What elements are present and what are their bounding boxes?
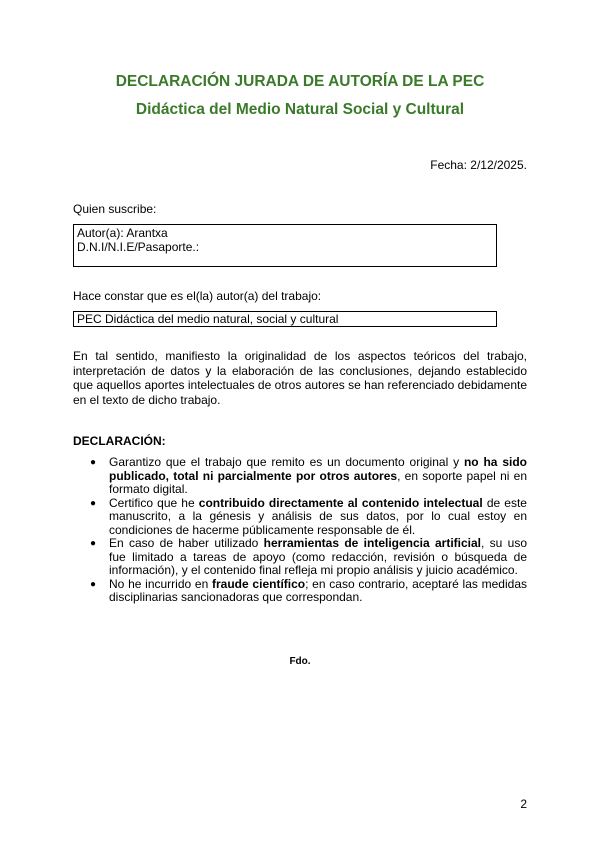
declaration-heading: DECLARACIÓN: bbox=[73, 434, 166, 448]
list-item bbox=[73, 537, 527, 578]
item-text: En caso de haber utilizado bbox=[109, 536, 264, 550]
bullet-icon: ● bbox=[90, 578, 97, 590]
item-bold-text: no ha sido publicado, total ni parcialmente por otros autores bbox=[109, 455, 527, 483]
list-item bbox=[73, 497, 527, 538]
suscribe-label: Quien suscribe: bbox=[73, 202, 157, 216]
author-line: Autor(a): Arantxa bbox=[77, 226, 168, 240]
item-bold-text: herramientas de inteligencia artificial bbox=[263, 536, 482, 550]
signature-label: Fdo. bbox=[289, 656, 311, 667]
author-box bbox=[73, 224, 497, 267]
bullet-icon: ● bbox=[90, 457, 97, 468]
declaration-list bbox=[73, 456, 527, 605]
date-line: Fecha: 2/12/2025. bbox=[430, 158, 527, 172]
item-text: No he incurrido en bbox=[109, 576, 213, 591]
document-subtitle: Didáctica del Medio Natural Social y Cultural bbox=[135, 101, 465, 118]
item-text: ; en caso contrario, aceptaré las medidas disciplinarias sancionadoras que correspondan. bbox=[109, 576, 527, 604]
item-text: Garantizo que el trabajo que remito es un documento original y bbox=[109, 455, 464, 469]
item-text: , su uso fue limitado a tareas de apoyo (como redacción, revisión o búsqueda de información), y el contenido final refleja mi propio análisis y juicio académico. bbox=[109, 536, 527, 577]
item-text: de este manuscrito, a la génesis y análisis de sus datos, por lo cual estoy en condiciones de hacerme públicamente responsable de él. bbox=[109, 495, 527, 537]
item-bold-text: contribuido directamente al contenido intelectual bbox=[198, 495, 483, 510]
item-text: , en soporte papel ni en formato digital. bbox=[109, 468, 527, 496]
bullet-icon: ● bbox=[90, 497, 97, 509]
item-text: Certifico que he bbox=[109, 495, 199, 510]
item-bold-text: fraude científico bbox=[212, 576, 306, 591]
constar-label: Hace constar que es el(la) autor(a) del trabajo: bbox=[73, 289, 322, 303]
work-title-box bbox=[73, 311, 497, 327]
list-item bbox=[73, 456, 527, 497]
page-number: 2 bbox=[520, 797, 527, 811]
work-title: PEC Didáctica del medio natural, social y cultural bbox=[77, 312, 339, 326]
list-item bbox=[73, 578, 527, 605]
document-title: DECLARACIÓN JURADA DE AUTORÍA DE LA PEC bbox=[115, 73, 485, 90]
originality-paragraph: En tal sentido, manifiesto la originalidad de los aspectos teóricos del trabajo, interpretación de datos y la elaboración de las conclusiones, dejando establecido que aquellos aportes intelectuales de otros autores se han referenciado debidamente en el texto de dicho trabajo. bbox=[73, 349, 527, 407]
bullet-icon: ● bbox=[90, 538, 97, 549]
id-line: D.N.I/N.I.E/Pasaporte.: bbox=[77, 240, 200, 254]
